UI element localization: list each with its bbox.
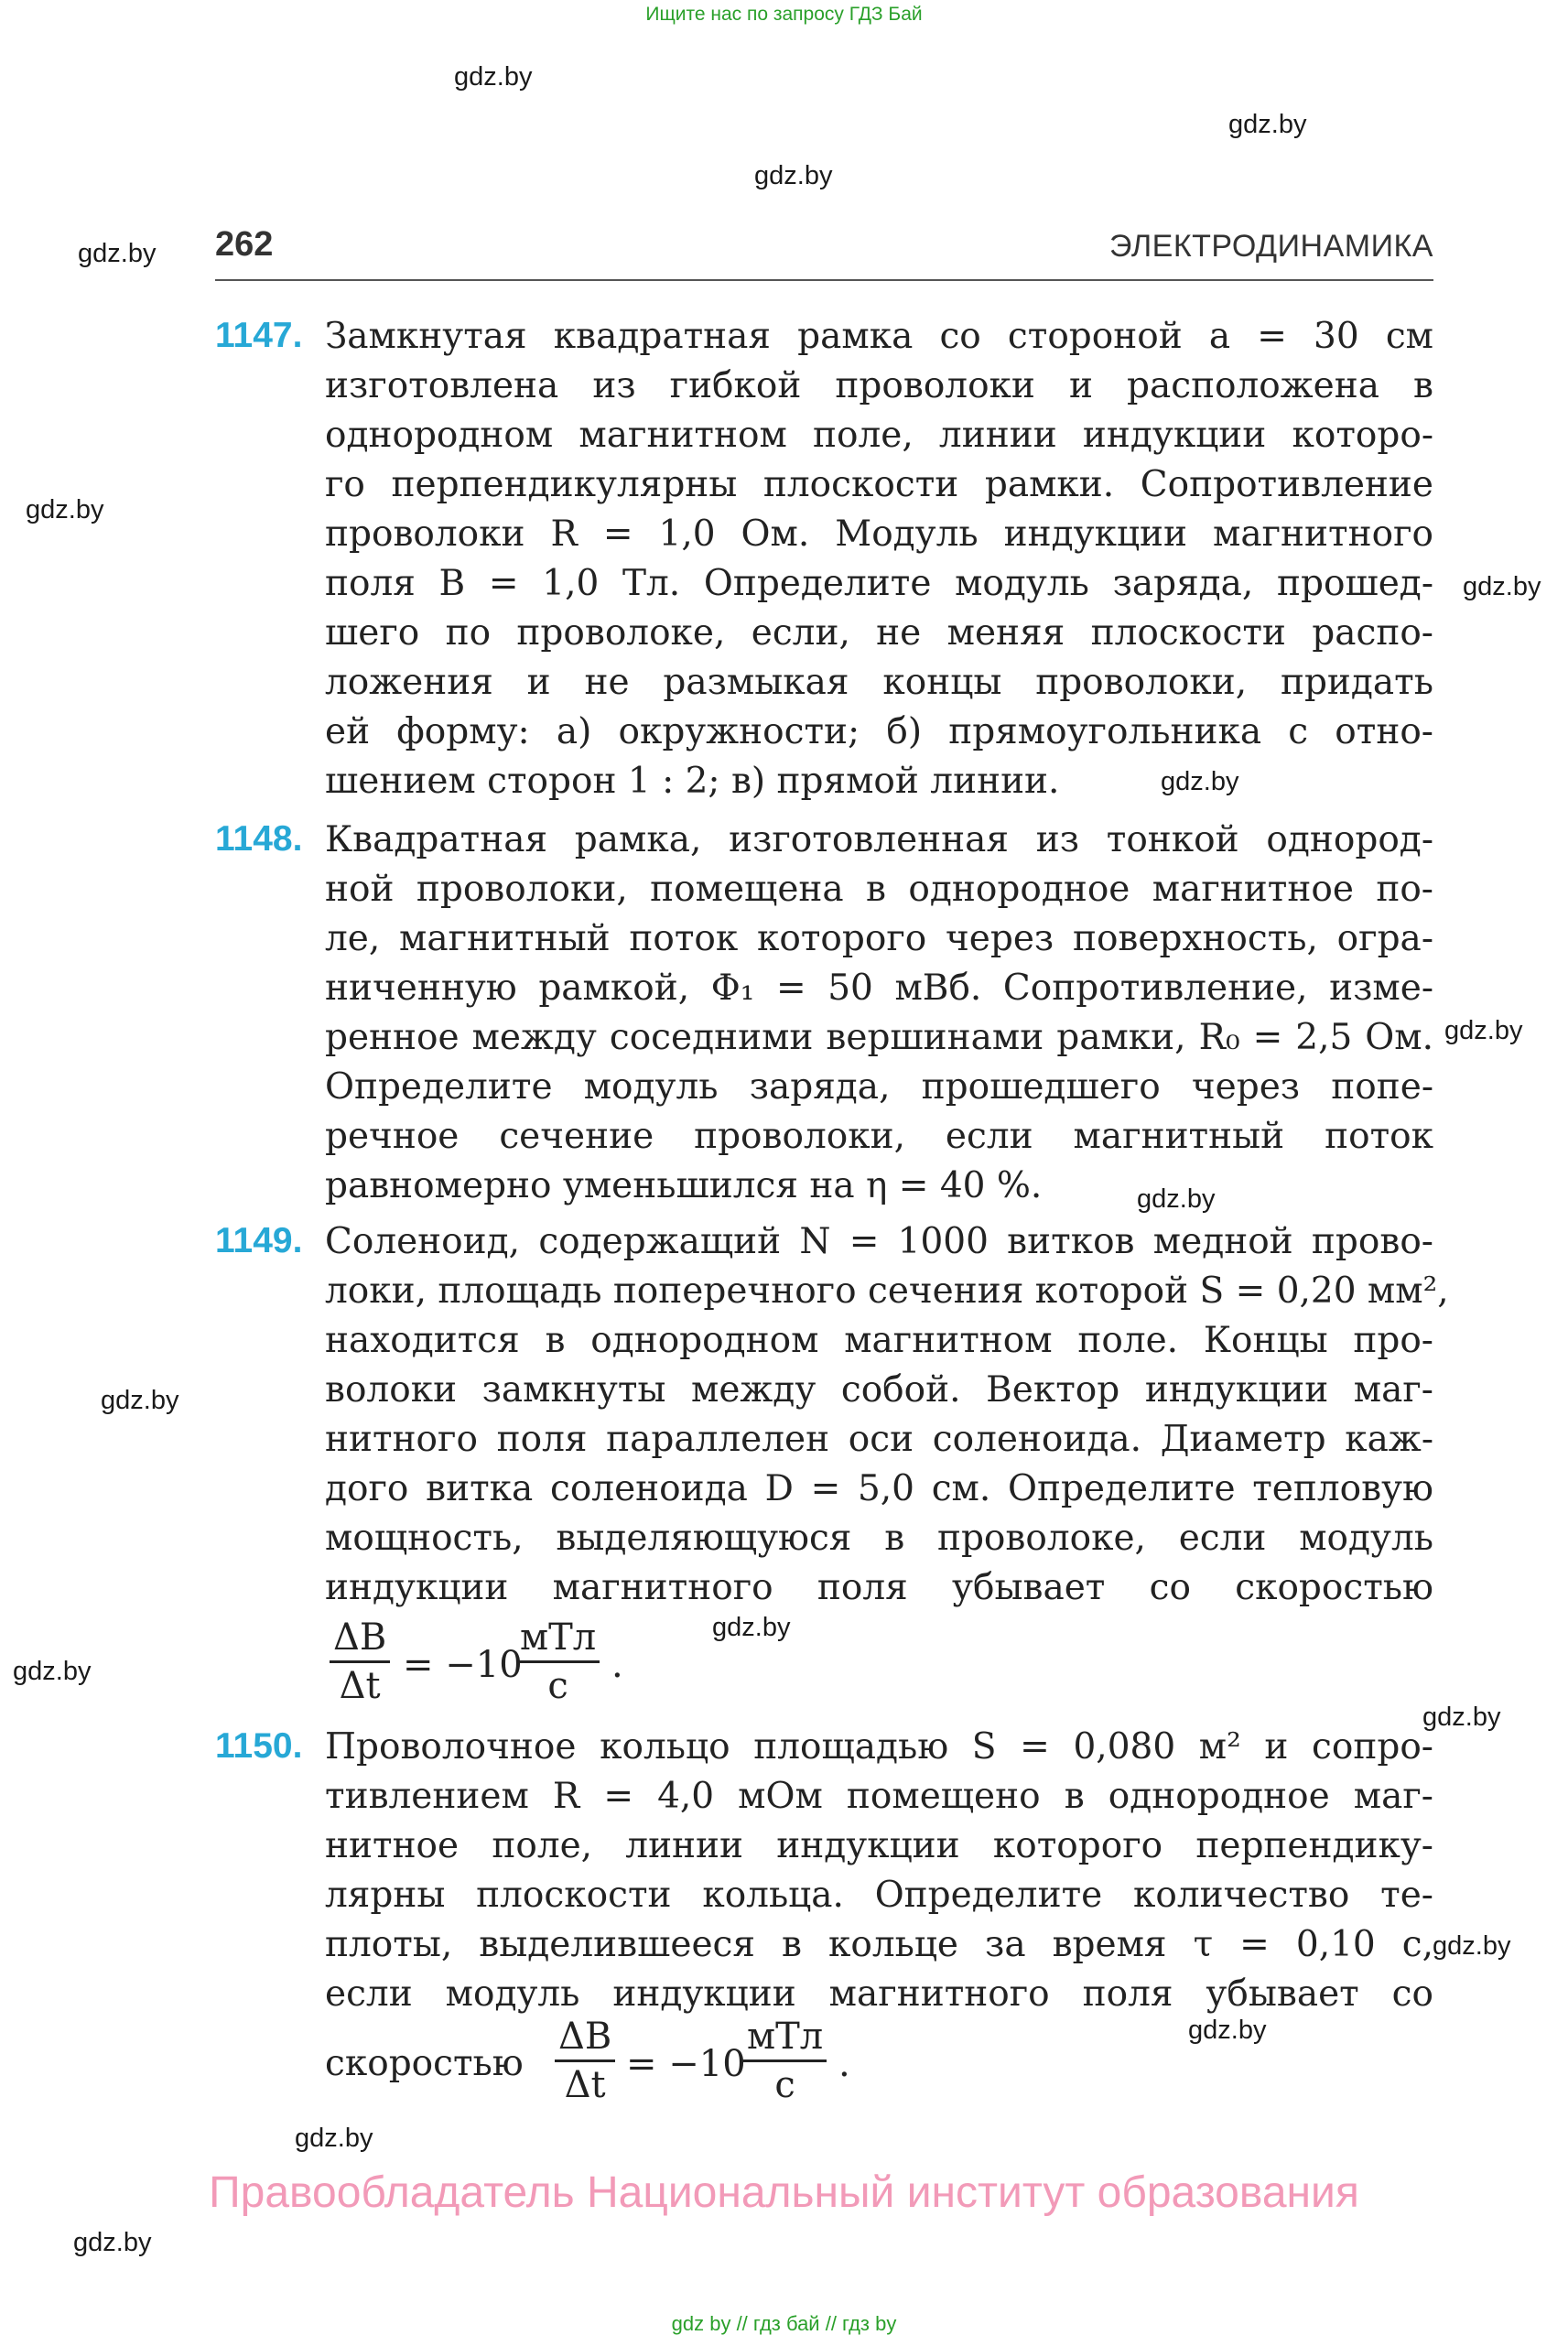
unit-fraction [516,1616,600,1709]
text-line: мощность, выделяющуюся в проволоке, если модуль [325,1518,1433,1559]
text-line: изготовлена из гибкой проволоки и расположена в [325,365,1433,406]
formula-lead: скоростью [325,2043,524,2084]
formula-period: . [838,2043,850,2085]
text-line: ниченную рамкой, Φ₁ = 50 мВб. Сопротивление, изме- [325,968,1433,1009]
watermark: gdz.by [1161,767,1239,796]
watermark: gdz.by [1444,1016,1523,1045]
problem-number: 1147. [215,316,303,355]
text-line: ле, магнитный поток которого через поверхность, огра- [325,918,1433,959]
text-line: проволоки R = 1,0 Ом. Модуль индукции магнитного [325,514,1433,555]
fraction-numerator: ΔB [555,2016,615,2062]
watermark: gdz.by [1228,110,1307,139]
rate-fraction [555,2016,615,2108]
formula-equals: = −10 [403,1644,523,1686]
text-line: го перпендикулярны плоскости рамки. Сопротивление [325,464,1433,505]
watermark: gdz.by [1188,2016,1267,2045]
watermark: gdz.by [78,239,157,268]
text-line: равномерно уменьшился на η = 40 %. [325,1165,1043,1206]
unit-denominator: с [774,2064,795,2106]
text-line: находится в однородном магнитном поле. Концы про- [325,1320,1433,1361]
formula-period: . [611,1644,623,1686]
text-line: индукции магнитного поля убывает со скоростью [325,1567,1433,1608]
watermark: gdz.by [26,495,104,524]
text-line: шением сторон 1 : 2; в) прямой линии. [325,761,1060,802]
text-line: Соленоид, содержащий N = 1000 витков медной прово- [325,1221,1433,1262]
fraction-denominator: Δt [339,1665,381,1707]
problem-number: 1148. [215,819,303,859]
text-line: если модуль индукции магнитного поля убывает со [325,1973,1433,2015]
watermark: gdz.by [754,161,833,190]
text-line: шего по проволоке, если, не меняя плоскости распо- [325,612,1433,654]
text-line: нитное поле, линии индукции которого перпендику- [325,1825,1433,1866]
watermark: gdz.by [1433,1931,1511,1961]
watermark: gdz.by [454,62,533,92]
text-line: тивлением R = 4,0 мОм помещено в однородное маг- [325,1776,1433,1817]
watermark: gdz.by [13,1657,92,1686]
watermark: gdz.by [1463,572,1541,601]
text-line: Квадратная рамка, изготовленная из тонкой однород- [325,819,1433,860]
text-line: локи, площадь поперечного сечения которой S = 0,20 мм², [325,1270,1449,1312]
formula-equals: = −10 [626,2043,746,2085]
text-line: ренное между соседними вершинами рамки, R₀ = 2,5 Ом. [325,1017,1433,1058]
watermark: gdz.by [295,2124,373,2153]
text-line: дого витка соленоида D = 5,0 см. Определите тепловую [325,1468,1433,1509]
text-line: ложения и не размыкая концы проволоки, придать [325,662,1433,703]
text-line: Проволочное кольцо площадью S = 0,080 м² и сопро- [325,1726,1433,1768]
text-line: однородном магнитном поле, линии индукции которо- [325,415,1433,456]
unit-fraction [743,2016,827,2108]
top-banner: Ищите нас по запросу ГДЗ Бай [645,4,923,25]
watermark: gdz.by [712,1613,791,1642]
problem-number: 1149. [215,1221,303,1260]
text-line: волоки замкнуты между собой. Вектор индукции маг- [325,1369,1433,1411]
watermark: gdz.by [1137,1184,1216,1214]
text-line: речное сечение проволоки, если магнитный поток [325,1116,1433,1157]
text-line: плоты, выделившееся в кольце за время τ = 0,10 с, [325,1924,1433,1965]
text-line: Определите модуль заряда, прошедшего через попе- [325,1066,1433,1108]
problem-number: 1150. [215,1726,303,1766]
watermark: gdz.by [73,2228,152,2257]
watermark: gdz.by [1422,1703,1501,1732]
text-line: Замкнутая квадратная рамка со стороной a = 30 см [325,316,1433,357]
text-line: поля B = 1,0 Тл. Определите модуль заряда, прошед- [325,563,1433,604]
header-rule [215,279,1433,281]
unit-numerator: мТл [516,1616,600,1663]
text-line: нитного поля параллелен оси соленоида. Диаметр каж- [325,1419,1433,1460]
page-number: 262 [215,225,274,264]
unit-denominator: с [547,1665,568,1707]
section-title: ЭЛЕКТРОДИНАМИКА [1109,229,1433,264]
rate-fraction [330,1616,390,1709]
fraction-numerator: ΔB [330,1616,390,1663]
text-line: ной проволоки, помещена в однородное магнитное по- [325,869,1433,910]
fraction-denominator: Δt [564,2064,606,2106]
text-line: ей форму: а) окружности; б) прямоугольника с отно- [325,711,1433,752]
unit-numerator: мТл [743,2016,827,2062]
copyright-notice: Правообладатель Национальный институт образования [209,2168,1359,2217]
text-line: лярны плоскости кольца. Определите количество те- [325,1875,1433,1916]
watermark: gdz.by [101,1386,179,1415]
footer-links: gdz by // гдз бай // гдз by [671,2312,897,2335]
